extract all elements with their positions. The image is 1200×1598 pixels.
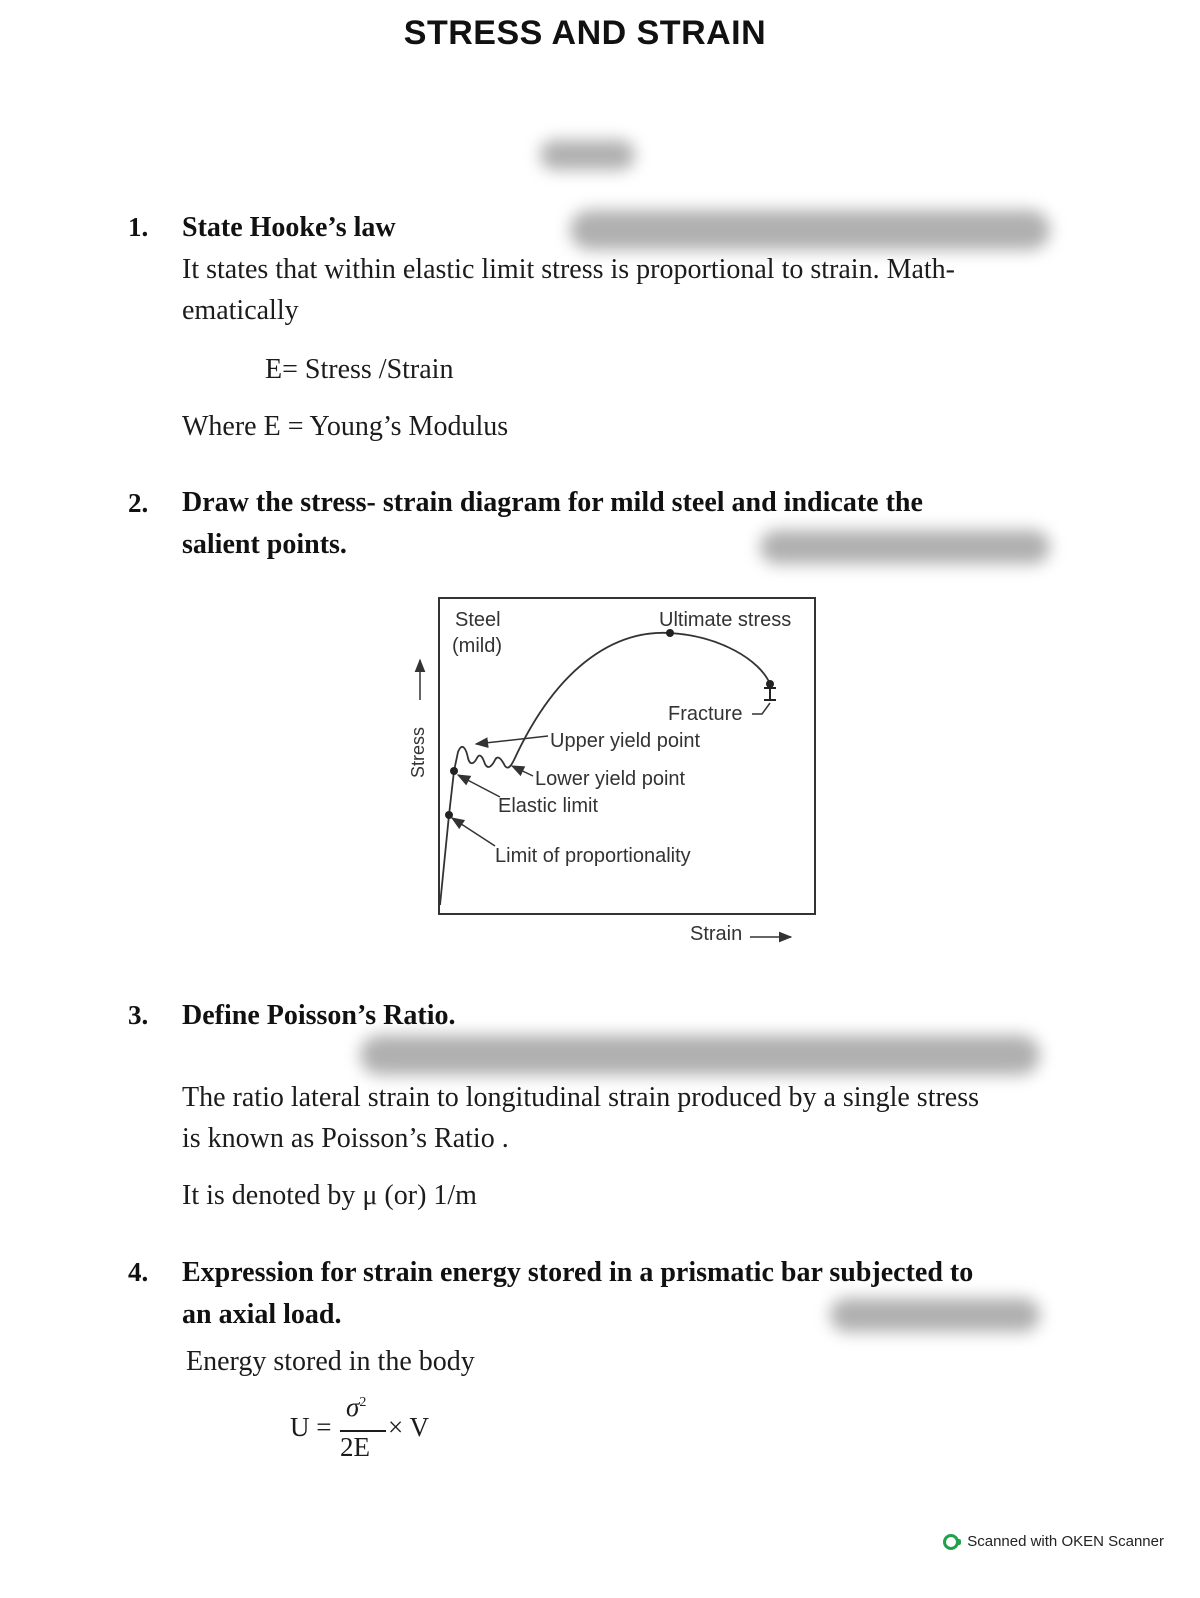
stress-axis-label: Stress bbox=[408, 726, 428, 778]
answer-line: is known as Poisson’s Ratio . bbox=[182, 1123, 509, 1154]
answer-line: ematically bbox=[182, 295, 299, 326]
formula-lhs: U = bbox=[290, 1412, 332, 1442]
heading-line: salient points. bbox=[182, 529, 347, 560]
youngs-modulus-definition: Where E = Young’s Modulus bbox=[182, 411, 509, 442]
question-number: 3. bbox=[128, 1000, 149, 1030]
fracture-leader bbox=[752, 703, 770, 714]
elastic-limit-arrow bbox=[458, 775, 500, 797]
question-heading: State Hooke’s law bbox=[182, 212, 396, 243]
scanner-logo-icon bbox=[943, 1534, 959, 1550]
elastic-limit-point bbox=[450, 767, 458, 775]
fracture-symbol bbox=[764, 688, 776, 700]
heading-line: Expression for strain energy stored in a prismatic bar subjected to bbox=[182, 1257, 974, 1288]
page-title: STRESS AND STRAIN bbox=[403, 14, 767, 52]
hooke-formula: E= Stress /Strain bbox=[265, 354, 454, 385]
material-label: (mild) bbox=[452, 635, 502, 657]
heading-line: Draw the stress- strain diagram for mild steel and indicate the bbox=[182, 487, 923, 518]
fracture-point bbox=[766, 680, 774, 688]
scanner-watermark bbox=[943, 1533, 1164, 1550]
question-number: 2. bbox=[128, 488, 149, 518]
upper-yield-arrow bbox=[476, 736, 548, 744]
poisson-symbol-text: It is denoted by μ (or) 1/m bbox=[182, 1180, 477, 1211]
strain-energy-formula bbox=[290, 1392, 450, 1472]
answer-line: It states that within elastic limit stress is proportional to strain. Math- bbox=[182, 254, 955, 285]
ultimate-stress-label: Ultimate stress bbox=[659, 609, 792, 631]
formula-power: 2 bbox=[359, 1395, 367, 1410]
formula-denominator: 2E bbox=[340, 1432, 370, 1462]
answer-text bbox=[182, 1077, 1052, 1159]
limit-of-proportionality-point bbox=[445, 811, 453, 819]
question-number: 1. bbox=[128, 212, 149, 242]
fracture-label: Fracture bbox=[668, 703, 743, 725]
watermark-text: Scanned with OKEN Scanner bbox=[967, 1533, 1164, 1550]
question-number: 4. bbox=[128, 1257, 149, 1287]
formula-rhs: × V bbox=[388, 1412, 429, 1442]
formula-numerator bbox=[346, 1392, 366, 1423]
upper-yield-point-label: Upper yield point bbox=[550, 730, 701, 752]
lower-yield-point-label: Lower yield point bbox=[535, 768, 686, 790]
answer-line: The ratio lateral strain to longitudinal strain produced by a single stress bbox=[182, 1082, 980, 1113]
elastic-limit-label: Elastic limit bbox=[498, 795, 599, 817]
limit-of-proportionality-label: Limit of proportionality bbox=[495, 845, 691, 867]
question-heading: Define Poisson’s Ratio. bbox=[182, 1000, 456, 1031]
sigma-symbol: σ bbox=[346, 1392, 360, 1422]
heading-line: an axial load. bbox=[182, 1299, 342, 1330]
proportionality-arrow bbox=[452, 818, 495, 846]
question-heading bbox=[182, 1252, 1042, 1336]
answer-text: Energy stored in the body bbox=[186, 1346, 475, 1377]
strain-axis-label: Strain bbox=[690, 923, 743, 945]
material-label: Steel bbox=[455, 609, 501, 631]
lower-yield-arrow bbox=[512, 766, 533, 776]
